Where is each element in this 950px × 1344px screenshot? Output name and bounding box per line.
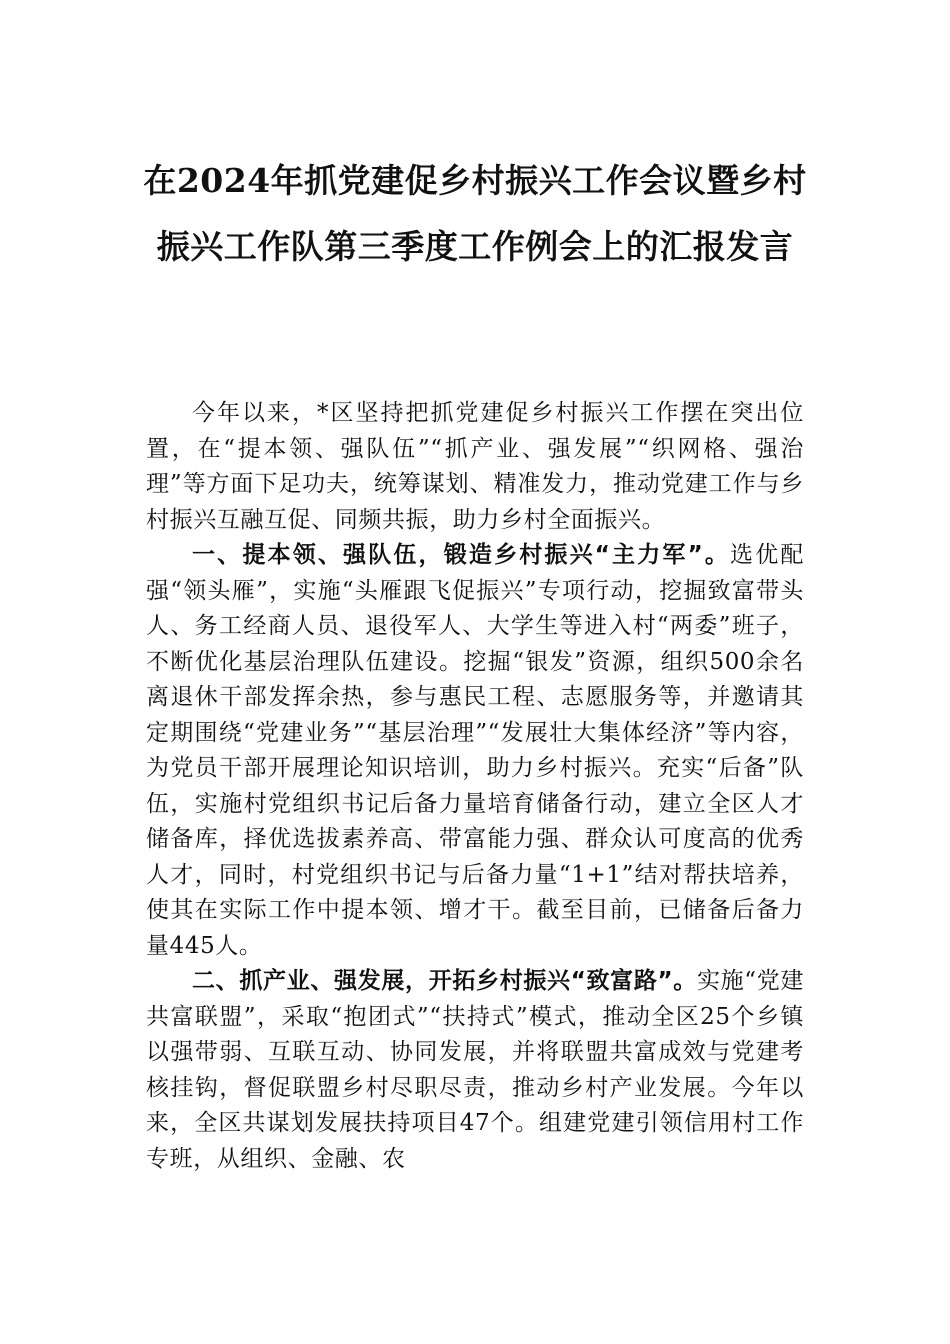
- paragraph-section-2: [146, 964, 804, 1177]
- paragraph-section-1: [146, 538, 804, 964]
- document-title: 在2024年抓党建促乡村振兴工作会议暨乡村振兴工作队第三季度工作例会上的汇报发言: [143, 161, 807, 266]
- section-heading-1: 一、提本领、强队伍，锻造乡村振兴“主力军”。: [192, 542, 731, 568]
- paragraph-intro: [146, 396, 804, 538]
- section-heading-2: 二、抓产业、强发展，开拓乡村振兴“致富路”。: [192, 968, 697, 994]
- paragraph-text: 实施“党建共富联盟”，采取“抱团式”“扶持式”模式，推动全区25个乡镇以强带弱、互联互动、协同发展，并将联盟共富成效与党建考核挂钩，督促联盟乡村尽职尽责，推动乡村产业发展。今年以来，全区共谋划发展扶持项目47个。组建党建引领信用村工作专班，从组织、金融、农: [146, 968, 804, 1172]
- document-body: [146, 396, 804, 1177]
- paragraph-text: 今年以来，*区坚持把抓党建促乡村振兴工作摆在突出位置，在“提本领、强队伍”“抓产业、强发展”“织网格、强治理”等方面下足功夫，统筹谋划、精准发力，推动党建工作与乡村振兴互融互促、同频共振，助力乡村全面振兴。: [146, 400, 804, 533]
- paragraph-text: 选优配强“领头雁”，实施“头雁跟飞促振兴”专项行动，挖掘致富带头人、务工经商人员、退役军人、大学生等进入村“两委”班子，不断优化基层治理队伍建设。挖掘“银发”资源，组织500余名离退休干部发挥余热，参与惠民工程、志愿服务等，并邀请其定期围绕“党建业务”“基层治理”“发展壮大集体经济”等内容，为党员干部开展理论知识培训，助力乡村振兴。充实“后备”队伍，实施村党组织书记后备力量培育储备行动，建立全区人才储备库，择优选拔素养高、带富能力强、群众认可度高的优秀人才，同时，村党组织书记与后备力量“1+1”结对帮扶培养，使其在实际工作中提本领、增才干。截至目前，已储备后备力量445人。: [146, 542, 804, 959]
